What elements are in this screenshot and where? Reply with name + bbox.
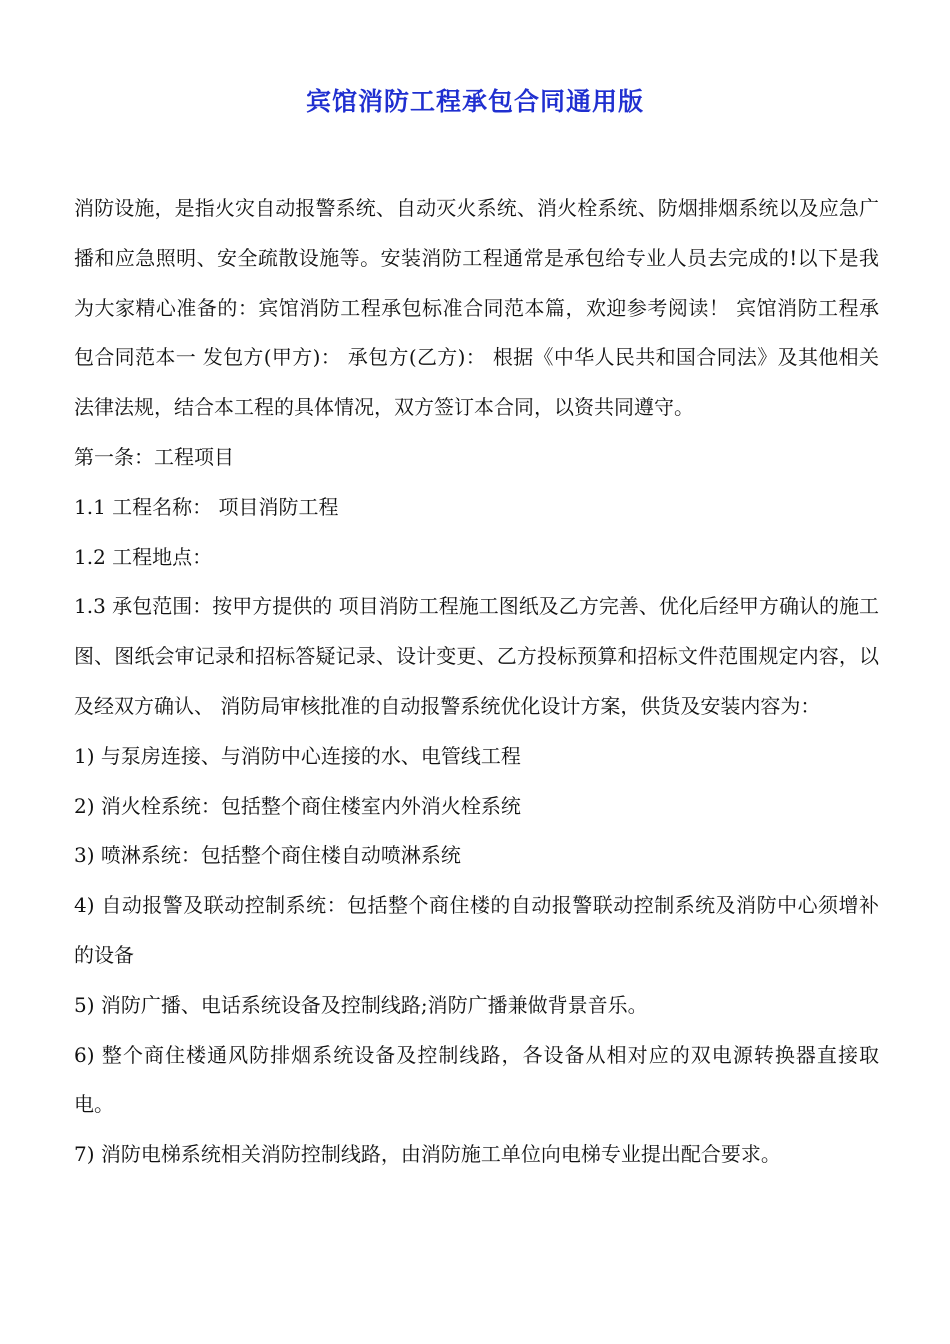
list-item: 1) 与泵房连接、与消防中心连接的水、电管线工程	[74, 743, 521, 768]
list-item: 7) 消防电梯系统相关消防控制线路，由消防施工单位向电梯专业提出配合要求。	[74, 1142, 781, 1167]
document-title: 宾馆消防工程承包合同通用版	[305, 87, 644, 116]
list-item: 2) 消火栓系统：包括整个商住楼室内外消火栓系统	[74, 793, 521, 818]
paragraph-1-3: 1.3 承包范围：按甲方提供的 项目消防工程施工图纸及乙方完善、优化后经甲方确认的施工图、图纸会审记录和招标答疑记录、设计变更、乙方投标预算和招标文件范围规定内容，以及经双方确认、 消防局审核批准的自动报警系统优化设计方案，供货及安装内容为：	[74, 594, 879, 718]
list-item: 4) 自动报警及联动控制系统：包括整个商住楼的自动报警联动控制系统及消防中心须增补的设备	[74, 893, 879, 967]
paragraph-article-1: 第一条：工程项目	[74, 444, 234, 469]
list-item: 6) 整个商住楼通风防排烟系统设备及控制线路，各设备从相对应的双电源转换器直接取电。	[74, 1042, 879, 1117]
paragraph-intro: 消防设施，是指火灾自动报警系统、自动灭火系统、消火栓系统、防烟排烟系统以及应急广播和应急照明、安全疏散设施等。安装消防工程通常是承包给专业人员去完成的!以下是我为大家精心准备的：宾馆消防工程承包标准合同范本篇，欢迎参考阅读！ 宾馆消防工程承包合同范本一 发包方(甲方)： 承包方(乙方)： 根据《中华人民共和国合同法》及其他相关法律法规，结合本工程的具体情况，双方签订本合同，以资共同遵守。	[74, 196, 879, 420]
document-body	[74, 184, 879, 1180]
list-item: 3) 喷淋系统：包括整个商住楼自动喷淋系统	[74, 843, 461, 868]
paragraph-1-2: 1.2 工程地点：	[74, 544, 213, 569]
list-item: 5) 消防广播、电话系统设备及控制线路;消防广播兼做背景音乐。	[74, 992, 648, 1017]
paragraph-1-1: 1.1 工程名称： 项目消防工程	[74, 494, 339, 519]
